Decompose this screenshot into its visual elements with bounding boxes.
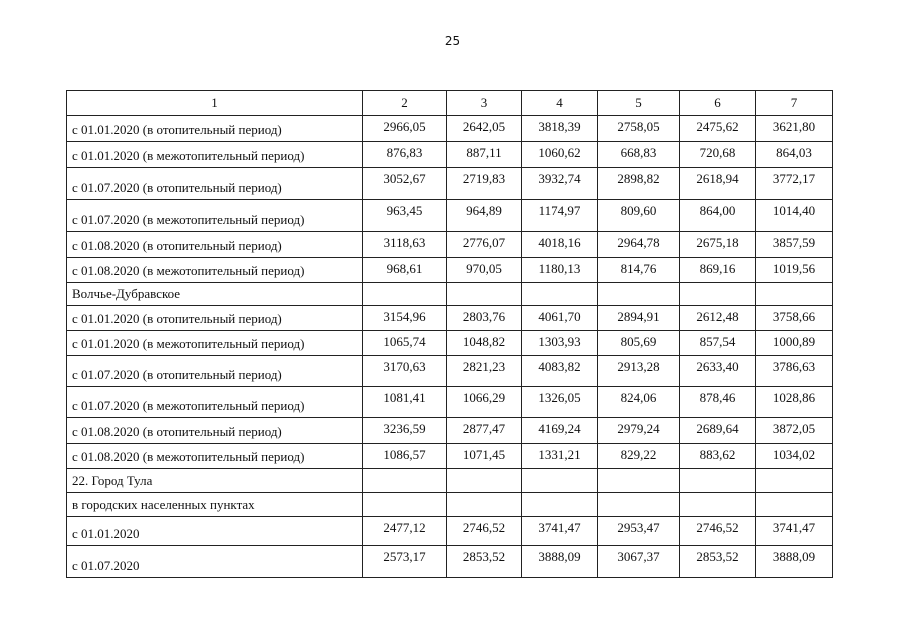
value-cell: 1081,41 [363,387,447,418]
value-cell: 3818,39 [522,116,598,142]
value-cell: 2821,23 [447,356,522,387]
row-label-cell: с 01.08.2020 (в межотопительный период) [67,444,363,469]
value-cell: 2853,52 [447,546,522,578]
value-cell: 4083,82 [522,356,598,387]
table-row [67,356,833,387]
value-cell [522,469,598,493]
value-cell: 3067,37 [598,546,680,578]
value-cell [522,283,598,306]
value-cell: 887,11 [447,142,522,168]
column-header-cell: 6 [680,91,756,116]
value-cell: 1014,40 [756,200,833,232]
column-header-cell: 4 [522,91,598,116]
table-row [67,232,833,258]
value-cell [598,283,680,306]
value-cell: 1034,02 [756,444,833,469]
value-cell: 2475,62 [680,116,756,142]
value-cell: 2633,40 [680,356,756,387]
value-cell: 878,46 [680,387,756,418]
value-cell: 3888,09 [756,546,833,578]
value-cell: 869,16 [680,258,756,283]
value-cell: 2719,83 [447,168,522,200]
value-cell: 1086,57 [363,444,447,469]
value-cell: 970,05 [447,258,522,283]
value-cell: 1028,86 [756,387,833,418]
value-cell [680,493,756,517]
table-row [67,493,833,517]
value-cell: 2853,52 [680,546,756,578]
value-cell: 883,62 [680,444,756,469]
value-cell: 2877,47 [447,418,522,444]
value-cell: 876,83 [363,142,447,168]
value-cell: 1066,29 [447,387,522,418]
value-cell [363,283,447,306]
value-cell [598,469,680,493]
value-cell: 3872,05 [756,418,833,444]
value-cell: 1071,45 [447,444,522,469]
row-label-cell: с 01.01.2020 (в межотопительный период) [67,331,363,356]
value-cell: 968,61 [363,258,447,283]
table-row [67,546,833,578]
value-cell [447,469,522,493]
value-cell: 1000,89 [756,331,833,356]
column-header-cell: 3 [447,91,522,116]
value-cell: 2966,05 [363,116,447,142]
value-cell: 3857,59 [756,232,833,258]
column-header-cell: 2 [363,91,447,116]
value-cell: 720,68 [680,142,756,168]
row-label-cell: в городских населенных пунктах [67,493,363,517]
value-cell [756,283,833,306]
row-label-cell: с 01.07.2020 (в отопительный период) [67,168,363,200]
value-cell: 963,45 [363,200,447,232]
value-cell: 864,00 [680,200,756,232]
value-cell: 3741,47 [756,517,833,546]
value-cell: 2573,17 [363,546,447,578]
value-cell: 2675,18 [680,232,756,258]
value-cell: 964,89 [447,200,522,232]
table-row [67,306,833,331]
value-cell: 3118,63 [363,232,447,258]
value-cell: 3154,96 [363,306,447,331]
table-row [67,387,833,418]
value-cell: 1048,82 [447,331,522,356]
value-cell: 668,83 [598,142,680,168]
value-cell: 857,54 [680,331,756,356]
value-cell [756,469,833,493]
value-cell: 3932,74 [522,168,598,200]
value-cell: 3888,09 [522,546,598,578]
value-cell: 3758,66 [756,306,833,331]
value-cell: 3236,59 [363,418,447,444]
value-cell: 3052,67 [363,168,447,200]
value-cell [363,493,447,517]
table-row [67,469,833,493]
value-cell: 3786,63 [756,356,833,387]
value-cell: 3741,47 [522,517,598,546]
value-cell: 809,60 [598,200,680,232]
value-cell: 1174,97 [522,200,598,232]
table-row [67,142,833,168]
table-row [67,517,833,546]
table-row [67,444,833,469]
value-cell: 1060,62 [522,142,598,168]
value-cell: 2913,28 [598,356,680,387]
row-label-cell: с 01.07.2020 [67,546,363,578]
value-cell: 1326,05 [522,387,598,418]
value-cell: 805,69 [598,331,680,356]
value-cell: 1019,56 [756,258,833,283]
tariff-table-body [67,91,833,578]
value-cell [447,283,522,306]
value-cell: 829,22 [598,444,680,469]
table-row [67,200,833,232]
value-cell: 4018,16 [522,232,598,258]
value-cell: 2803,76 [447,306,522,331]
value-cell: 3170,63 [363,356,447,387]
value-cell: 2979,24 [598,418,680,444]
value-cell: 1180,13 [522,258,598,283]
value-cell: 2894,91 [598,306,680,331]
value-cell: 864,03 [756,142,833,168]
value-cell: 1331,21 [522,444,598,469]
value-cell: 2689,64 [680,418,756,444]
value-cell: 2758,05 [598,116,680,142]
value-cell [598,493,680,517]
row-label-cell: с 01.07.2020 (в межотопительный период) [67,387,363,418]
value-cell [363,469,447,493]
row-label-cell: с 01.07.2020 (в отопительный период) [67,356,363,387]
value-cell: 2746,52 [447,517,522,546]
table-row [67,418,833,444]
table-row [67,331,833,356]
value-cell: 2618,94 [680,168,756,200]
row-label-cell: с 01.01.2020 (в межотопительный период) [67,142,363,168]
value-cell: 4169,24 [522,418,598,444]
column-header-cell: 1 [67,91,363,116]
row-label-cell: с 01.07.2020 (в межотопительный период) [67,200,363,232]
table-row [67,168,833,200]
column-header-cell: 7 [756,91,833,116]
tariff-table [66,90,833,578]
value-cell [447,493,522,517]
value-cell: 2776,07 [447,232,522,258]
table-row [67,116,833,142]
value-cell: 2953,47 [598,517,680,546]
value-cell [680,469,756,493]
value-cell: 1065,74 [363,331,447,356]
value-cell: 2477,12 [363,517,447,546]
value-cell: 2612,48 [680,306,756,331]
value-cell: 2898,82 [598,168,680,200]
value-cell: 2964,78 [598,232,680,258]
value-cell: 824,06 [598,387,680,418]
value-cell [756,493,833,517]
row-label-cell: с 01.01.2020 (в отопительный период) [67,306,363,331]
row-label-cell: Волчье-Дубравское [67,283,363,306]
table-row [67,258,833,283]
table-header-row [67,91,833,116]
value-cell: 3772,17 [756,168,833,200]
value-cell: 2642,05 [447,116,522,142]
row-label-cell: с 01.08.2020 (в отопительный период) [67,418,363,444]
value-cell: 3621,80 [756,116,833,142]
value-cell: 4061,70 [522,306,598,331]
row-label-cell: с 01.01.2020 [67,517,363,546]
column-header-cell: 5 [598,91,680,116]
value-cell [680,283,756,306]
value-cell: 2746,52 [680,517,756,546]
page-number: 25 [444,34,461,48]
value-cell: 1303,93 [522,331,598,356]
row-label-cell: с 01.08.2020 (в отопительный период) [67,232,363,258]
value-cell: 814,76 [598,258,680,283]
table-row [67,283,833,306]
row-label-cell: с 01.08.2020 (в межотопительный период) [67,258,363,283]
value-cell [522,493,598,517]
row-label-cell: с 01.01.2020 (в отопительный период) [67,116,363,142]
row-label-cell: 22. Город Тула [67,469,363,493]
